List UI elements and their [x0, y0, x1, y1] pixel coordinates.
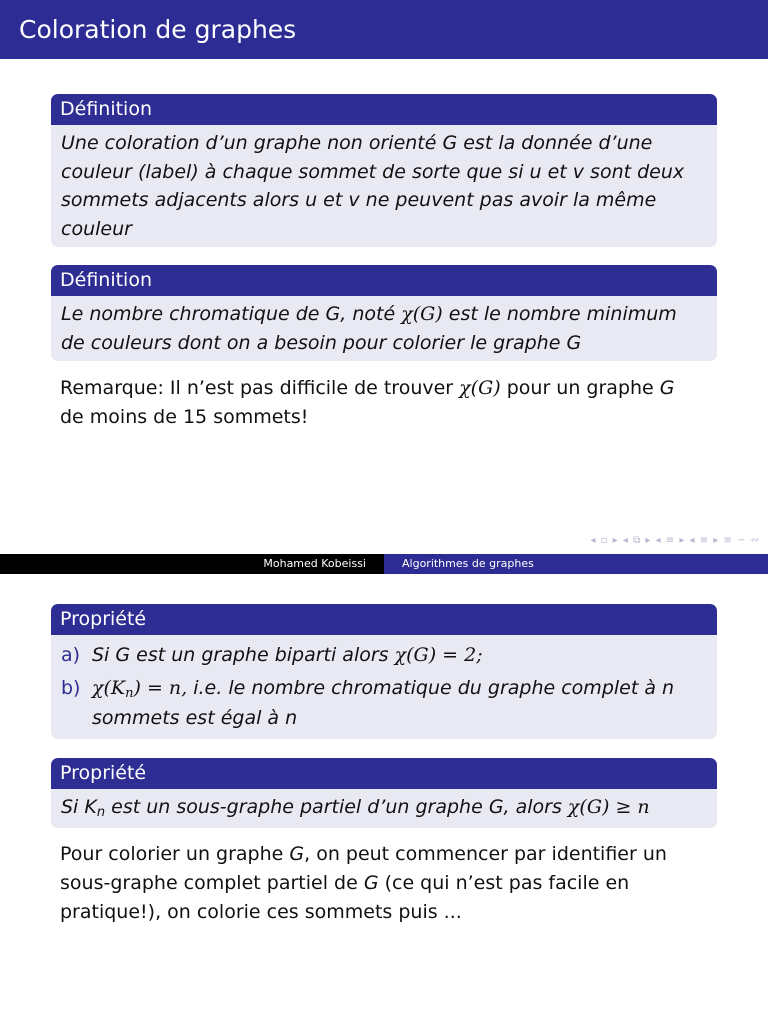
- slide-footer: [0, 554, 768, 574]
- definition-heading: Définition: [51, 94, 717, 125]
- paragraph-line-3: pratique!), on colorie ces sommets puis ...: [60, 901, 462, 923]
- text-run: Si G est un graphe biparti alors: [92, 644, 395, 666]
- definition-line-1: [61, 300, 708, 329]
- math-var: G: [289, 843, 305, 865]
- remark-line-2: de moins de 15 sommets!: [60, 406, 309, 428]
- math-var: G: [659, 377, 675, 399]
- text-run: Pour colorier un graphe: [60, 843, 290, 865]
- definition-text: [51, 296, 717, 361]
- definition-line-2: de couleurs dont on a besoin pour colorier le graphe G: [61, 331, 582, 354]
- list-item: [61, 640, 708, 670]
- math-var: G: [363, 872, 379, 894]
- text-run: pour un graphe: [500, 377, 660, 399]
- chromatic-number-math: χ(G): [459, 377, 501, 399]
- navigation-symbols-icon[interactable]: ◂ ▫ ▸ ◂ ⧉ ▸ ◂ ≡ ▸ ◂ ≡ ▸ ≡ ∽ ∾: [590, 535, 760, 546]
- text-run: est un sous-graphe partiel d’un graphe G, alors: [105, 796, 568, 818]
- paragraph-line-2: [60, 869, 720, 898]
- paragraph-line-1: [60, 840, 720, 869]
- text-run: Si K: [61, 796, 97, 818]
- definition-block-1: [51, 94, 717, 247]
- text-run: sommets est égal à n: [92, 707, 298, 729]
- remark-paragraph: [60, 374, 720, 432]
- property-block-1: [51, 604, 717, 739]
- property-heading: Propriété: [51, 758, 717, 789]
- math-expression: χ(G) ≥ n: [567, 796, 650, 818]
- chromatic-number-math: χ(G): [401, 303, 443, 325]
- text-run: est le nombre minimum: [442, 303, 677, 325]
- list-item-label: b): [61, 677, 81, 699]
- text-run: i.e. le nombre chromatique du graphe complet à n: [187, 677, 675, 699]
- text-run: sous-graphe complet partiel de: [60, 872, 364, 894]
- math-expression: [92, 677, 187, 699]
- math-expression: χ(G) = 2;: [394, 644, 483, 666]
- text-run: Remarque: Il n’est pas difficile de trouver: [60, 377, 460, 399]
- math-subscript: n: [96, 805, 106, 820]
- text-run: (ce qui n’est pas facile en: [378, 872, 630, 894]
- remark-line-1: [60, 374, 720, 403]
- math-run: ) = n,: [133, 677, 188, 699]
- slide-title: Coloration de graphes: [0, 0, 768, 59]
- list-item-label: a): [61, 644, 81, 666]
- text-run: Le nombre chromatique de: [61, 303, 326, 325]
- math-var: G: [325, 303, 341, 325]
- coloring-paragraph: [60, 840, 720, 927]
- math-subscript: n: [125, 686, 134, 701]
- text-run: , on peut commencer par identifier un: [304, 843, 667, 865]
- property-text: [51, 635, 717, 739]
- footer-course: Algorithmes de graphes: [384, 554, 768, 574]
- math-run: χ(K: [92, 677, 126, 699]
- property-heading: Propriété: [51, 604, 717, 635]
- property-text: [51, 789, 717, 828]
- list-item: [61, 673, 708, 733]
- footer-author: Mohamed Kobeissi: [0, 554, 384, 574]
- definition-block-2: [51, 265, 717, 361]
- definition-heading: Définition: [51, 265, 717, 296]
- definition-text: Une coloration d’un graphe non orienté G est la donnée d’une couleur (label) à chaque sommet de sorte que si u et v sont deux sommets adjacents alors u et v ne peuvent pas avoir la même couleur: [51, 125, 717, 247]
- text-run: , noté: [340, 303, 402, 325]
- property-block-2: [51, 758, 717, 828]
